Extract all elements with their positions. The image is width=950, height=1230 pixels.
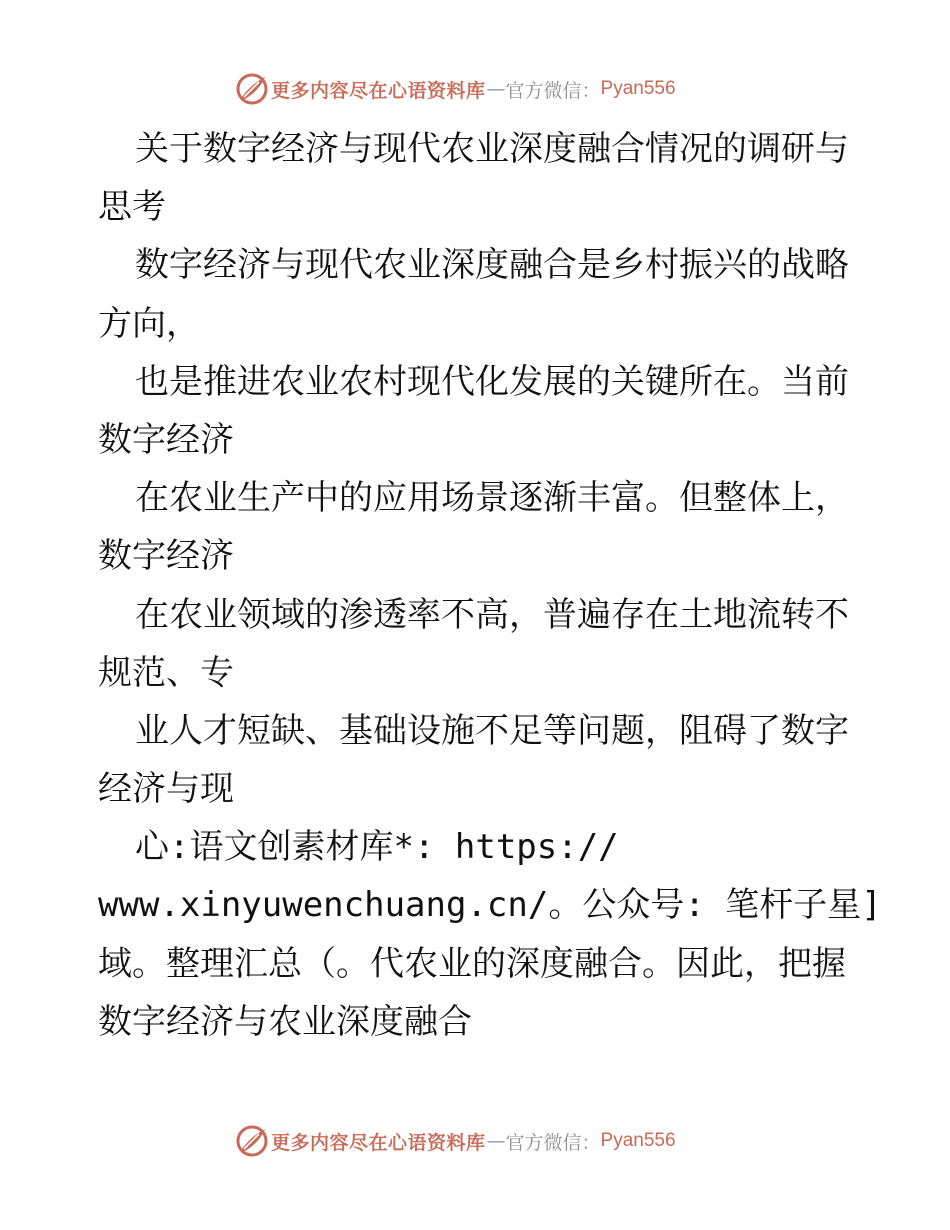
- body-line: 在农业领域的渗透率不高，普遍存在土地流转不: [135, 594, 849, 635]
- body-line: 经济与现: [98, 769, 234, 810]
- document-body: [98, 120, 882, 1051]
- banner-dash: —: [486, 1130, 506, 1152]
- banner-prefix: 更多内容尽在心语资料库: [271, 1131, 486, 1154]
- banner-wechat-id: Pyan556: [600, 78, 676, 99]
- banner-dash: —: [486, 78, 506, 100]
- body-line: 也是推进农业农村现代化发展的关键所在。当前: [135, 361, 849, 402]
- body-line: 关于数字经济与现代农业深度融合情况的调研与: [135, 129, 849, 169]
- footer-banner: [235, 1124, 676, 1158]
- body-line: 在农业生产中的应用场景逐渐丰富。但整体上，: [135, 478, 849, 519]
- body-line: 心:语文创素材库*: https://: [135, 827, 619, 868]
- pen-logo-icon: [235, 1124, 269, 1158]
- body-line: 数字经济与农业深度融合: [98, 1001, 472, 1042]
- banner-prefix: 更多内容尽在心语资料库: [271, 79, 486, 102]
- body-line: 方向，: [98, 303, 200, 344]
- header-banner: [235, 72, 676, 106]
- banner-wechat-id: Pyan556: [600, 1130, 676, 1151]
- body-line: 思考: [98, 187, 166, 228]
- body-line: www.xinyuwenchuang.cn/。公众号: 笔杆子星]: [98, 885, 882, 926]
- body-line: 数字经济: [98, 419, 234, 460]
- body-line: 业人才短缺、基础设施不足等问题，阻碍了数字: [135, 710, 849, 751]
- body-line: 规范、专: [98, 652, 234, 693]
- body-line: 数字经济: [98, 536, 234, 577]
- banner-wechat-label: 官方微信：: [505, 79, 601, 102]
- banner-wechat-label: 官方微信：: [505, 1131, 601, 1154]
- pen-logo-icon: [235, 72, 269, 106]
- body-line: 数字经济与现代农业深度融合是乡村振兴的战略: [135, 245, 849, 286]
- body-line: 域。整理汇总（。代农业的深度融合。因此，把握: [98, 943, 846, 984]
